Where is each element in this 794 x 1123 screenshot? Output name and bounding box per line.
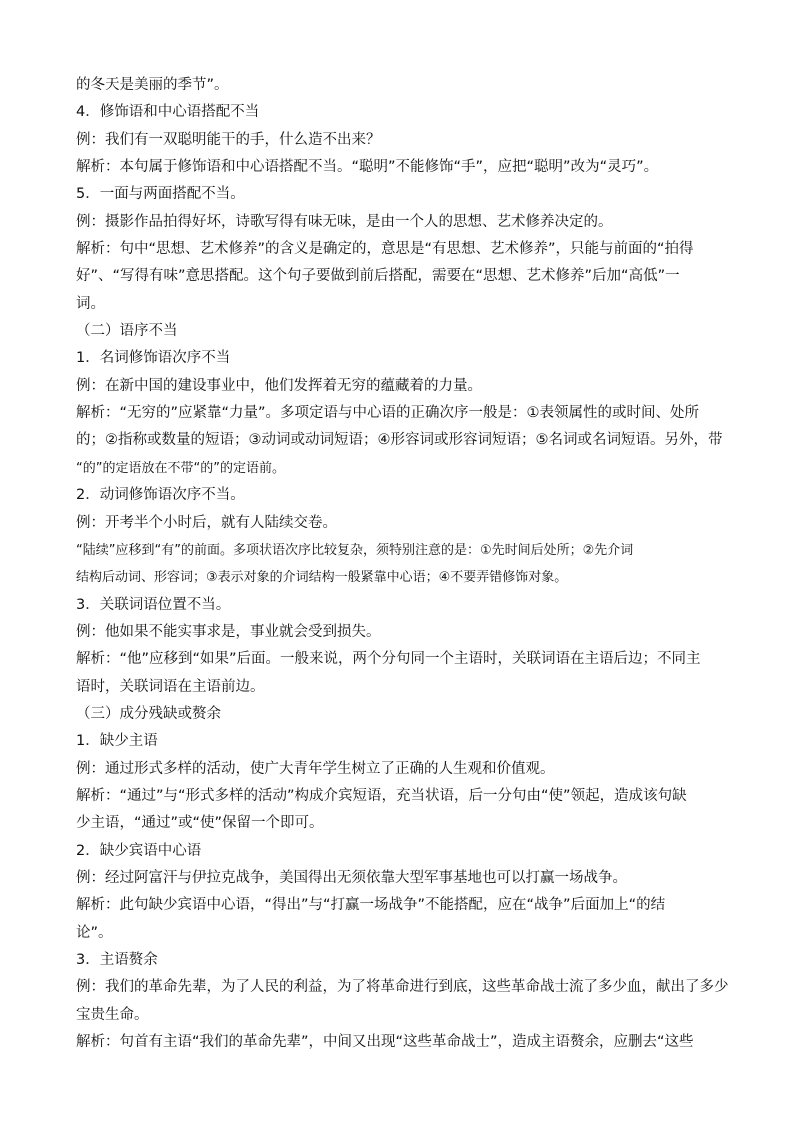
section-heading: 4．修饰语和中心语搭配不当 xyxy=(76,104,260,121)
text-line: 结构后动词、形容词；③表示对象的介词结构一般紧靠中心语；④不要弄错修饰对象。 xyxy=(76,570,568,586)
chapter-heading: （三）成分残缺或赘余 xyxy=(76,705,221,722)
example-line: 例：我们有一双聪明能干的手，什么造不出来？ xyxy=(76,131,381,148)
text-line: 论”。 xyxy=(76,924,113,941)
section-heading: 2．缺少宾语中心语 xyxy=(76,842,202,859)
analysis-line: 解析：句中“思想、艺术修养”的含义是确定的，意思是“有思想、艺术修养”，只能与前面的“拍得 xyxy=(76,241,694,258)
section-heading: 1．缺少主语 xyxy=(76,733,158,750)
document-body xyxy=(76,72,729,1056)
text-line: 宝贵生命。 xyxy=(76,1006,149,1023)
text-line: 语时，关联词语在主语前边。 xyxy=(76,678,265,695)
section-heading: 2．动词修饰语次序不当。 xyxy=(76,487,245,504)
text-line: 少主语，“通过”或“使”保留一个即可。 xyxy=(76,815,324,832)
text-line: 的冬天是美丽的季节”。 xyxy=(76,77,229,93)
analysis-line: “陆续”应移到“有”的前面。多项状语次序比较复杂，须特别注意的是：①先时间后处所；②先介词 xyxy=(76,542,634,558)
section-heading: 3．主语赘余 xyxy=(76,952,158,968)
text-line: 好”、“写得有味”意思搭配。这个句子要做到前后搭配，需要在“思想、艺术修养”后加“高低”一 xyxy=(76,268,680,285)
analysis-line: 解析：本句属于修饰语和中心语搭配不当。“聪明”不能修饰“手”，应把“聪明”改为“灵巧”。 xyxy=(76,159,659,176)
text-line: “的”的定语放在不带“的”的定语前。 xyxy=(76,460,285,476)
example-line: 例：我们的革命先辈，为了人民的利益，为了将革命进行到底，这些革命战士流了多少血，献出了多少 xyxy=(76,979,729,996)
text-line: 的；②指称或数量的短语；③动词或动词短语；④形容词或形容词短语；⑤名词或名词短语。另外，带 xyxy=(76,432,723,449)
example-line: 例：经过阿富汗与伊拉克战争，美国得出无须依靠大型军事基地也可以打赢一场战争。 xyxy=(76,869,627,886)
analysis-line: 解析：“通过”与“形式多样的活动”构成介宾短语，充当状语，后一分句由“使”领起，造成该句缺 xyxy=(76,787,687,804)
section-heading: 3．关联词语位置不当。 xyxy=(76,596,231,613)
analysis-line: 解析：“他”应移到“如果”后面。一般来说，两个分句同一个主语时，关联词语在主语后边；不同主 xyxy=(76,651,701,668)
example-line: 例：开考半个小时后，就有人陆续交卷。 xyxy=(76,514,337,531)
analysis-line: 解析：此句缺少宾语中心语，“得出”与“打赢一场战争”不能搭配，应在“战争”后面加上“的结 xyxy=(76,897,666,914)
section-heading: 5．一面与两面搭配不当。 xyxy=(76,186,245,203)
example-line: 例：通过形式多样的活动，使广大青年学生树立了正确的人生观和价值观。 xyxy=(76,760,555,777)
analysis-line: 解析：句首有主语“我们的革命先辈”，中间又出现“这些革命战士”，造成主语赘余，应删去“这些 xyxy=(76,1034,694,1051)
example-line: 例：他如果不能实事求是，事业就会受到损失。 xyxy=(76,623,381,640)
chapter-heading: （二）语序不当 xyxy=(76,323,178,340)
text-line: 词。 xyxy=(76,295,105,312)
section-heading: 1．名词修饰语次序不当 xyxy=(76,350,231,367)
analysis-line: 解析：“无穷的”应紧靠“力量”。多项定语与中心语的正确次序一般是：①表领属性的或时间、处所 xyxy=(76,405,700,422)
example-line: 例：摄影作品拍得好坏，诗歌写得有味无味，是由一个人的思想、艺术修养决定的。 xyxy=(76,213,613,230)
example-line: 例：在新中国的建设事业中，他们发挥着无穷的蕴藏着的力量。 xyxy=(76,377,482,394)
